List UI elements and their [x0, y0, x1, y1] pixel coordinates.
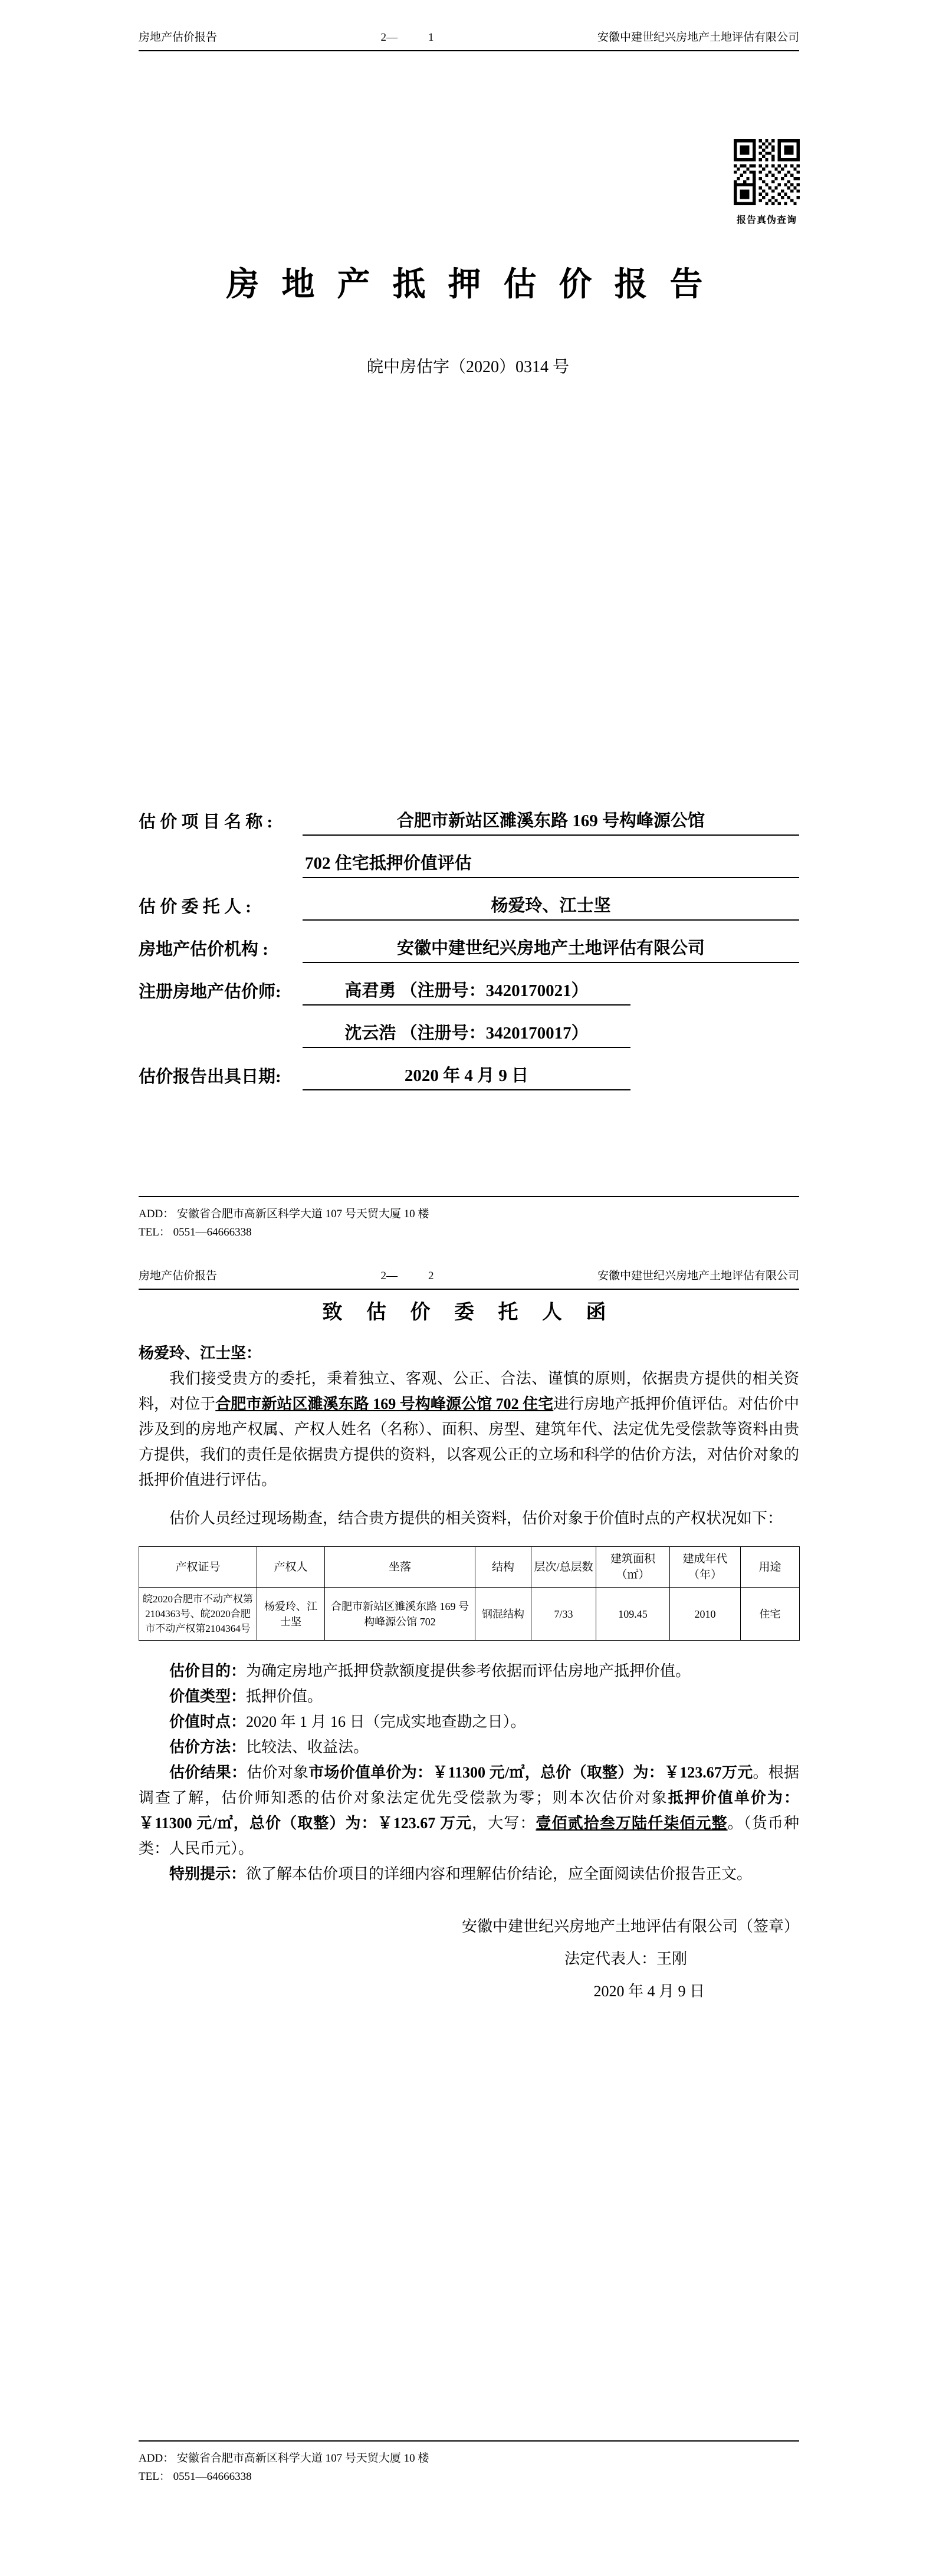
paragraph-text: 我们接受贵方的委托，秉着独立、客观、公正、合法、谨慎的原则，依据贵方提供的相关资料，对位于: [139, 1370, 799, 1412]
field-value: 合肥市新站区濉溪东路 169 号构峰源公馆: [303, 807, 799, 836]
report-title: 房 地 产 抵 押 估 价 报 告: [226, 267, 710, 303]
letter-paragraph-2: 估价人员经过现场勘查，结合贵方提供的相关资料，估价对象于价值时点的产权状况如下：: [169, 1510, 783, 1527]
section-text: 估价对象: [247, 1764, 309, 1781]
field-appraiser-2: [139, 1006, 799, 1048]
section-purpose: [139, 1658, 799, 1684]
qr-caption: 报告真伪查询: [736, 215, 797, 225]
section-value-date: [139, 1709, 799, 1734]
header-page-indicator: [381, 31, 434, 44]
section-text: 欲了解本估价项目的详细内容和理解估价结论，应全面阅读估价报告正文。: [246, 1865, 753, 1882]
field-issue-date: [139, 1048, 799, 1090]
col-location: 坐落: [325, 1547, 475, 1588]
field-label: 估 价 项 目 名 称 :: [139, 813, 273, 832]
cover-fields: [139, 793, 799, 1090]
footer-telephone: TEL： 0551—64666338: [139, 1226, 252, 1238]
field-label: [139, 1045, 303, 1048]
col-area: 建筑面积（㎡）: [596, 1547, 670, 1588]
property-rights-table: [139, 1546, 800, 1641]
header-page-indicator: [381, 1270, 434, 1283]
section-text: 抵押价值。: [246, 1688, 323, 1705]
field-value: 安徽中建世纪兴房地产土地评估有限公司: [303, 935, 799, 963]
section-label: 价值时点：: [169, 1713, 247, 1730]
section-label: 估价目的：: [169, 1662, 247, 1680]
header-doc-title: 房地产估价报告: [139, 31, 218, 44]
qr-code-icon: [734, 139, 800, 205]
header-pages-total: 2—: [380, 1270, 398, 1282]
header-page-number: 2: [428, 1270, 434, 1282]
signature-legal-representative: 法定代表人：王刚: [564, 1950, 687, 1967]
col-owner: 产权人: [257, 1547, 325, 1588]
field-project-name: [139, 793, 799, 836]
header-company-name: 安徽中建世纪兴房地产土地评估有限公司: [597, 1270, 799, 1282]
field-value: 杨爱玲、江士坚: [303, 892, 799, 921]
field-label: 估价报告出具日期:: [139, 1067, 281, 1086]
cell-use: 住宅: [741, 1588, 800, 1641]
section-notice: [139, 1861, 799, 1887]
col-floor: 层次/总层数: [531, 1547, 596, 1588]
cell-structure: 钢混结构: [475, 1588, 531, 1641]
field-label: 注册房地产估价师:: [139, 983, 281, 1001]
footer-address: ADD： 安徽省合肥市高新区科学大道 107 号天贸大厦 10 楼: [139, 2452, 429, 2465]
header-company-name: 安徽中建世纪兴房地产土地评估有限公司: [597, 31, 799, 44]
page2-header: [139, 1267, 799, 1290]
section-label: 特别提示：: [169, 1865, 247, 1882]
signature-company: 安徽中建世纪兴房地产土地评估有限公司（签章）: [461, 1918, 799, 1935]
report-doc-number: 皖中房估字（2020）0314 号: [366, 358, 569, 376]
section-text: 2020 年 1 月 16 日（完成实地查勘之日）。: [246, 1713, 526, 1730]
cell-year-built: 2010: [670, 1588, 741, 1641]
table-data-row: [139, 1588, 800, 1641]
field-value: 沈云浩 （注册号：3420170017）: [303, 1020, 630, 1048]
qr-block: [731, 139, 802, 226]
section-text: 为确定房地产抵押贷款额度提供参考依据而评估房地产抵押价值。: [246, 1662, 691, 1680]
field-project-name-line2: [139, 836, 799, 878]
field-value: 高君勇 （注册号：3420170021）: [303, 977, 630, 1006]
letter-paragraph-1: [139, 1366, 799, 1493]
amount-in-words-highlight: 壹佰贰拾叁万陆仟柒佰元整: [536, 1815, 728, 1832]
field-label: 估 价 委 托 人 :: [139, 898, 251, 916]
col-structure: 结构: [475, 1547, 531, 1588]
field-label: [139, 875, 303, 878]
cell-owner: 杨爱玲、江士坚: [257, 1588, 325, 1641]
col-use: 用途: [741, 1547, 800, 1588]
field-appraiser-1: [139, 963, 799, 1006]
subject-property-highlight: 合肥市新站区濉溪东路 169 号构峰源公馆 702 住宅: [215, 1395, 554, 1412]
market-value-highlight: 市场价值单价为：￥11300 元/㎡，总价（取整）为：￥123.67万元: [308, 1764, 753, 1781]
header-page-number: 1: [428, 31, 434, 44]
section-label: 估价结果：: [169, 1764, 247, 1781]
field-agency: [139, 921, 799, 963]
cell-floor: 7/33: [531, 1588, 596, 1641]
section-text: 。根据调查了解，估价师知悉的估价对象法定优先受偿款为零；则本次估价对象: [139, 1764, 799, 1806]
letter-salutation: 杨爱玲、江士坚：: [139, 1345, 262, 1362]
cell-area: 109.45: [596, 1588, 670, 1641]
field-label: 房地产估价机构 :: [139, 940, 268, 959]
page1-header: [139, 28, 799, 51]
field-value: 702 住宅抵押价值评估: [303, 850, 799, 878]
section-text: ，大写：: [472, 1815, 536, 1832]
signature-date: 2020 年 4 月 9 日: [593, 1983, 705, 2000]
mortgage-value-highlight: 抵押价值单价为：￥11300 元/㎡，总价（取整）为：￥123.67 万元: [139, 1789, 799, 1832]
letter-to-client: [139, 1295, 799, 2004]
col-year-built: 建成年代（年）: [670, 1547, 741, 1588]
section-method: [139, 1734, 799, 1760]
page2-footer: [139, 2440, 799, 2486]
table-header-row: [139, 1547, 800, 1588]
section-text: 比较法、收益法。: [246, 1739, 369, 1756]
col-certificate-no: 产权证号: [139, 1547, 257, 1588]
section-value-type: [139, 1684, 799, 1709]
section-label: 价值类型：: [169, 1688, 247, 1705]
letter-title: 致 估 价 委 托 人 函: [322, 1302, 616, 1323]
signature-block: [139, 1914, 799, 2004]
footer-address: ADD： 安徽省合肥市高新区科学大道 107 号天贸大厦 10 楼: [139, 1208, 429, 1220]
section-label: 估价方法：: [169, 1739, 247, 1756]
page1-footer: [139, 1196, 799, 1241]
section-text: 。（货币种类：人民币元）。: [139, 1815, 799, 1857]
paragraph-text: 进行房地产抵押价值评估。对估价中涉及到的房地产权属、产权人姓名（名称）、面积、房型、建筑年代、法定优先受偿款等资料由贵方提供，我们的责任是依据贵方提供的资料，以客观公正的立场和科学的估价方法，对估价对象的抵押价值进行评估。: [139, 1395, 799, 1489]
field-client: [139, 878, 799, 921]
footer-telephone: TEL： 0551—64666338: [139, 2470, 252, 2483]
section-result: [139, 1760, 799, 1861]
field-value: 2020 年 4 月 9 日: [303, 1062, 630, 1090]
header-doc-title: 房地产估价报告: [139, 1270, 218, 1282]
header-pages-total: 2—: [380, 31, 398, 44]
cell-location: 合肥市新站区濉溪东路 169 号构峰源公馆 702: [325, 1588, 475, 1641]
cell-certificate-no: 皖2020合肥市不动产权第2104363号、皖2020合肥市不动产权第2104364号: [139, 1588, 257, 1641]
